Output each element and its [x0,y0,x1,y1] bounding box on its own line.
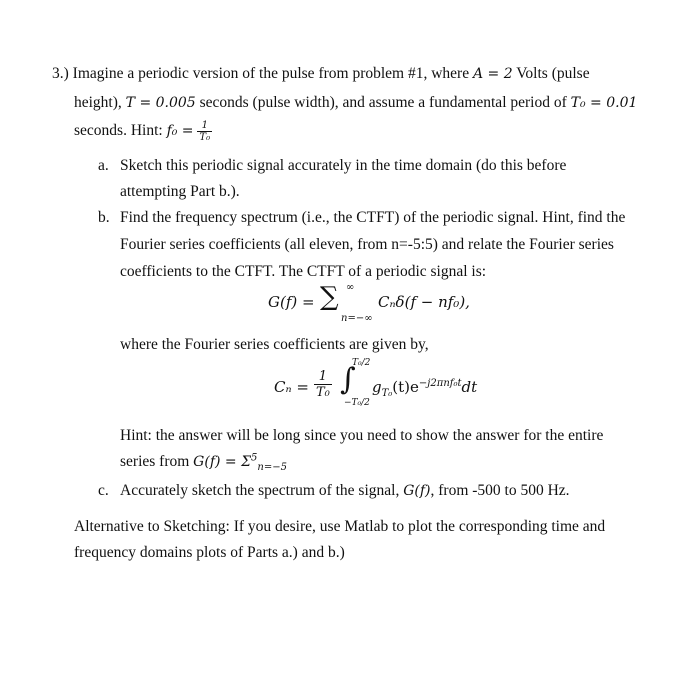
part-b-line-2: Fourier series coefficients (all eleven, from n=-5:5) and relate the Fourier series [120,236,614,253]
hint-fraction-den: T₀ [199,132,211,143]
intro-text-5: seconds. Hint: [74,122,163,140]
part-b-line-4: where the Fourier series coefficients are given by, [120,336,429,353]
intro-T0-value: T₀ = 0.01 [570,95,638,111]
hint-f0: f₀ = [166,123,194,140]
coef-integral-upper: T₀/2 [352,358,371,368]
series-upper: 5 [251,452,258,464]
intro-text-4: seconds (pulse width), and assume a fundamental period of [199,94,567,111]
ctft-sum-symbol: ∑ [320,282,339,312]
part-a-line-1: Sketch this periodic signal accurately in the time domain (do this before [120,157,567,174]
part-c-text: Accurately sketch the spectrum of the signal, [120,482,400,499]
ctft-body: Cₙδ(f − nf₀), [378,293,470,311]
series-lower: n=−5 [257,461,287,473]
part-a-line-2: attempting Part b.). [120,183,240,200]
part-c-label: c. [98,482,109,499]
problem-line-1 [52,64,590,84]
intro-text-1: Imagine a periodic version of the pulse from problem #1, where [72,65,470,82]
coef-lhs: Cₙ = [274,378,309,396]
part-c-text-end: , from -500 to 500 Hz. [430,482,570,499]
coef-fraction-num: 1 [314,369,332,385]
part-b-line-1: Find the frequency spectrum (i.e., the CTFT) of the periodic signal. Hint, find the [120,209,626,226]
problem-line-2 [74,93,637,113]
part-c-line-1 [120,481,570,501]
intro-T-value: T = 0.005 [125,95,196,111]
hint-fraction [197,120,212,143]
part-b-label: b. [98,209,110,226]
intro-A-value: A = 2 [472,66,513,82]
part-a-label: a. [98,157,109,174]
alternative-line-1: Alternative to Sketching: If you desire, use Matlab to plot the corresponding time and [74,518,606,535]
coef-g: g [372,378,382,396]
ctft-equation [268,293,315,311]
coef-dt: dt [461,378,478,396]
hint-fraction-num: 1 [197,120,212,132]
coef-rest: (t)e [392,378,419,396]
part-b-line-3: coefficients to the CTFT. The CTFT of a periodic signal is: [120,263,487,280]
part-b-line-5: Hint: the answer will be long since you need to show the answer for the entire [120,427,604,444]
problem-line-3 [74,120,212,143]
coef-fraction-den: T₀ [316,385,330,400]
coef-integral: ∫ [340,362,356,397]
coef-integral-lower: −T₀/2 [344,398,370,408]
alternative-line-2: frequency domains plots of Parts a.) and b.) [74,544,345,561]
coef-exponent: −j2πnf₀t [418,378,462,389]
series-expression [193,452,287,473]
ctft-sum-lower: n=−∞ [341,313,373,324]
part-b-line-6-text: series from [120,453,190,470]
part-c-math: G(f) [403,483,431,499]
intro-text-2: Volts (pulse [516,65,590,82]
series-expression-main: G(f) = Σ [193,454,251,470]
coef-body [372,378,478,399]
ctft-lhs: G(f) = [268,293,315,311]
coef-g-sub: T₀ [381,388,393,399]
part-b-line-6 [120,452,287,472]
problem-number: 3.) [52,65,69,82]
coef-fraction [314,369,332,400]
intro-text-3: height), [74,94,122,111]
ctft-sum-upper: ∞ [346,282,355,293]
